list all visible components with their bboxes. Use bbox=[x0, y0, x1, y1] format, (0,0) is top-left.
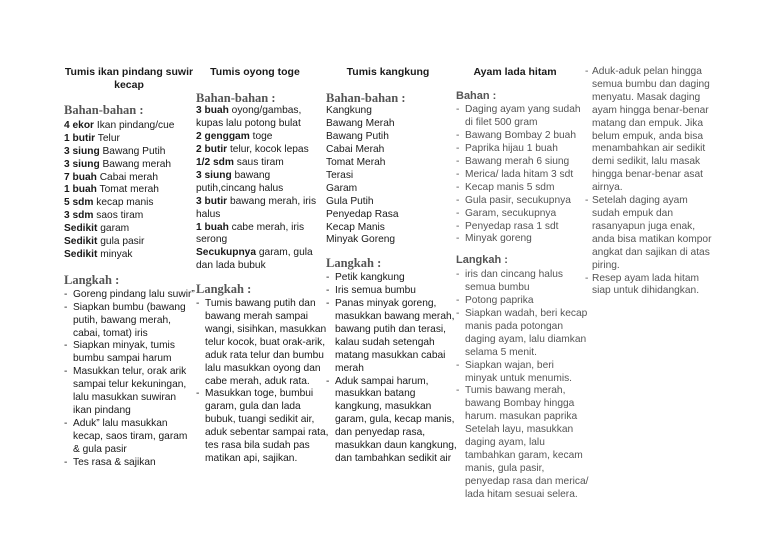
step-line: matang dan empuk. Jika bbox=[592, 117, 703, 129]
ingredient-name: Ikan pindang/cue bbox=[96, 119, 175, 131]
step-item bbox=[585, 273, 703, 299]
step-line: menambahkan air sedikit bbox=[592, 143, 706, 155]
step-item bbox=[326, 285, 450, 298]
step-line: - Aduk sampai harum, bbox=[335, 375, 429, 387]
recipe-column-ayam-lada-hitam bbox=[456, 66, 589, 502]
ingredient-row: Bawang Putih bbox=[326, 131, 389, 143]
step-item bbox=[64, 340, 194, 366]
ingredient-row bbox=[64, 146, 194, 159]
ingredient-qty: 1 buah bbox=[196, 221, 229, 233]
step-line: sudah empuk dan bbox=[592, 207, 673, 219]
step-line: manis pada potongan bbox=[465, 320, 563, 332]
ingredient-qty: Sedikit bbox=[64, 236, 98, 248]
step-item bbox=[326, 375, 457, 466]
step-line: semua bumbu bbox=[465, 282, 530, 294]
step-line: airnya. bbox=[592, 182, 623, 194]
step-line: demi sedikit, lalu masak bbox=[592, 156, 701, 168]
ingredient-item bbox=[456, 195, 574, 208]
ingredient-text: bawang bbox=[231, 169, 271, 181]
recipe-column-tumis-oyong-toge bbox=[196, 66, 329, 466]
ingredient-line: - Bawang Bombay 2 buah bbox=[465, 130, 577, 142]
steps-heading: Langkah : bbox=[196, 282, 252, 297]
steps-list bbox=[64, 289, 194, 470]
ingredient-row: Gula Putih bbox=[326, 195, 374, 207]
ingredient-qty: 3 buah bbox=[196, 105, 229, 117]
step-item bbox=[456, 385, 589, 501]
ingredient-row bbox=[64, 249, 194, 262]
step-item bbox=[585, 66, 710, 195]
ingredient-line: - Paprika hijau 1 buah bbox=[465, 143, 558, 155]
ingredient-row bbox=[196, 222, 314, 235]
ingredient-qty: 2 butir bbox=[196, 144, 228, 156]
ingredient-item bbox=[456, 156, 574, 169]
ingredient-name: Tomat merah bbox=[99, 184, 159, 196]
step-item bbox=[64, 366, 194, 418]
step-line: piring. bbox=[592, 259, 620, 271]
ingredient-item bbox=[456, 182, 574, 195]
ingredient-name: saos tiram bbox=[96, 210, 144, 222]
step-item bbox=[456, 308, 588, 360]
step-line: cabe merah, aduk rata. bbox=[205, 375, 310, 387]
step-line: merah bbox=[335, 362, 364, 374]
ingredient-row: Kecap Manis bbox=[326, 221, 385, 233]
step-line: Setelah layu, masukkan bbox=[465, 424, 574, 436]
step-item bbox=[64, 289, 194, 302]
recipe-title: Tumis oyong toge bbox=[210, 66, 300, 78]
ingredient-row bbox=[196, 247, 314, 260]
step-line: - iris dan cincang halus bbox=[465, 269, 563, 281]
step-line: - Aduk-aduk pelan hingga bbox=[592, 66, 702, 77]
ingredient-row bbox=[196, 234, 314, 247]
ingredient-qty: 2 genggam bbox=[196, 131, 250, 143]
steps-list bbox=[196, 298, 329, 466]
step-line: angkat dan sajikan di atas bbox=[592, 246, 710, 258]
step-line: - Potong paprika bbox=[465, 295, 534, 307]
ingredient-row bbox=[196, 183, 314, 196]
ingredient-name: Cabai merah bbox=[99, 171, 159, 183]
steps-list bbox=[585, 66, 712, 298]
steps-list bbox=[326, 272, 457, 466]
ingredient-name: Bawang Putih bbox=[102, 145, 166, 157]
ingredient-text: dan lada bubuk bbox=[196, 260, 266, 272]
step-line: - Tumis bawang merah, bbox=[465, 385, 566, 397]
ingredient-qty: 5 sdm bbox=[64, 197, 94, 209]
step-item bbox=[456, 269, 574, 295]
step-line: penyedap rasa dan merica/ bbox=[465, 475, 589, 487]
step-line: harum. masukan paprika bbox=[465, 411, 578, 423]
step-item bbox=[196, 298, 327, 388]
step-line: tambahkan garam, kecam bbox=[465, 449, 583, 461]
ingredient-row bbox=[196, 157, 314, 170]
step-line: hingga benar-benar asat bbox=[592, 169, 704, 181]
ingredient-text: toge bbox=[249, 131, 273, 143]
ingredient-line: di filet 500 gram bbox=[465, 117, 538, 129]
step-line: - Masukkan toge, bumbui bbox=[205, 388, 314, 400]
ingredient-row bbox=[196, 131, 314, 144]
ingredients-list bbox=[456, 104, 581, 246]
ingredients-heading: Bahan-bahan : bbox=[64, 103, 144, 117]
ingredient-text: oyong/gambas, bbox=[228, 105, 302, 117]
step-line: bubuk, tuangi sedikit air, bbox=[205, 414, 315, 426]
ingredient-text: garam, gula bbox=[256, 247, 313, 259]
ingredient-row bbox=[64, 133, 194, 146]
ingredient-row bbox=[196, 105, 314, 118]
step-line: tes rasa bila sudah pas bbox=[205, 440, 310, 452]
step-line: daging ayam, lalu bbox=[465, 437, 545, 449]
step-line: aduk sebentar sampai rata, bbox=[205, 427, 329, 439]
step-line: & gula pasir bbox=[73, 443, 127, 455]
steps-heading: Langkah : bbox=[456, 254, 508, 267]
step-line: matikan api, sajikan. bbox=[205, 452, 298, 464]
ingredient-row bbox=[64, 172, 194, 185]
step-line: kecap, saos tiram, garam bbox=[73, 430, 188, 442]
ingredient-row: Penyedap Rasa bbox=[326, 208, 399, 220]
step-line: - Masukkan telur, orak arik bbox=[73, 366, 187, 378]
step-line: ayam hingga benar-benar bbox=[592, 104, 709, 116]
step-item bbox=[64, 418, 194, 457]
step-item bbox=[326, 298, 455, 375]
recipe-column-ayam-lada-hitam-continued bbox=[585, 66, 712, 298]
ingredient-name: Telur bbox=[97, 132, 120, 144]
recipe-title: Tumis ikan pindang suwir kecap bbox=[64, 66, 194, 91]
ingredient-qty: 1 buah bbox=[64, 184, 97, 196]
step-line: manis, gula pasir, bbox=[465, 462, 545, 474]
ingredient-qty: 3 butir bbox=[196, 195, 228, 207]
ingredient-item bbox=[456, 104, 581, 130]
ingredient-row bbox=[196, 260, 314, 273]
step-line: - Iris semua bumbu bbox=[335, 285, 416, 297]
step-line: garam, gula, kecap manis, bbox=[335, 414, 455, 426]
ingredient-row bbox=[196, 144, 314, 157]
ingredient-qty: Sedikit bbox=[64, 223, 98, 235]
ingredient-row bbox=[64, 184, 194, 197]
ingredient-row: Minyak Goreng bbox=[326, 234, 396, 246]
step-line: - Tes rasa & sajikan bbox=[73, 456, 156, 468]
ingredient-text: kupas lalu potong bulat bbox=[196, 118, 301, 130]
ingredient-qty: 3 siung bbox=[196, 169, 232, 181]
step-line: - Siapkan wadah, beri kecap bbox=[465, 308, 588, 319]
step-line: kangkung, masukkan bbox=[335, 401, 432, 413]
ingredient-row bbox=[64, 159, 194, 172]
steps-heading: Langkah : bbox=[326, 256, 382, 271]
ingredient-name: Bawang merah bbox=[102, 158, 172, 170]
ingredient-text: serong bbox=[196, 234, 228, 246]
step-line: bawang putih dan terasi, bbox=[335, 323, 447, 335]
step-line: masukkan bawang merah, bbox=[335, 311, 455, 322]
step-line: bumbu sampai harum bbox=[73, 353, 172, 365]
ingredient-row: Terasi bbox=[326, 169, 354, 181]
ingredient-line: - Penyedap rasa 1 sdt bbox=[465, 220, 559, 232]
ingredient-row: Cabai Merah bbox=[326, 144, 385, 156]
step-line: rasanyapun juga enak, bbox=[592, 220, 696, 232]
ingredient-line: - Bawang merah 6 siung bbox=[465, 156, 570, 168]
ingredient-text: telur, kocok lepas bbox=[227, 144, 309, 156]
steps-heading: Langkah : bbox=[64, 272, 120, 287]
ingredient-row bbox=[196, 195, 317, 209]
ingredient-text: bawang merah, iris bbox=[227, 195, 317, 207]
step-line: masukkan batang bbox=[335, 388, 416, 400]
ingredient-qty: 3 siung bbox=[64, 158, 100, 170]
ingredient-item bbox=[456, 233, 574, 246]
step-line: belum empuk, anda bisa bbox=[592, 130, 703, 142]
step-line: lalu masukkan suwiran bbox=[73, 392, 177, 404]
ingredient-name: minyak bbox=[100, 248, 133, 260]
ingredient-name: gula pasir bbox=[100, 236, 145, 248]
ingredient-line: - Kecap manis 5 sdm bbox=[465, 181, 555, 193]
steps-list bbox=[456, 269, 589, 501]
step-line: bawang Bombay hingga bbox=[465, 398, 575, 410]
step-line: siap untuk dihidangkan. bbox=[592, 285, 700, 297]
step-line: bawang merah sampai bbox=[205, 311, 309, 322]
ingredient-qty: 7 buah bbox=[64, 171, 97, 183]
ingredients-heading: Bahan : bbox=[456, 89, 497, 102]
ingredient-qty: 1 butir bbox=[64, 132, 96, 144]
step-item bbox=[326, 272, 450, 285]
ingredient-row: Bawang Merah bbox=[326, 118, 395, 130]
step-line: minyak untuk menumis. bbox=[465, 372, 573, 384]
step-item bbox=[64, 457, 194, 470]
step-line: lalu masukkan oyong dan bbox=[205, 362, 321, 374]
ingredient-qty: 4 ekor bbox=[64, 119, 95, 131]
ingredient-qty: 1/2 sdm bbox=[196, 157, 234, 169]
recipe-column-tumis-ikan-pindang bbox=[64, 66, 194, 469]
step-line: selama 5 menit. bbox=[465, 346, 537, 358]
ingredient-qty: Sedikit bbox=[64, 248, 98, 260]
step-line: - Siapkan wajan, beri bbox=[465, 359, 554, 371]
ingredient-item bbox=[456, 130, 577, 143]
ingredients-heading: Bahan-bahan : bbox=[196, 90, 276, 105]
step-line: dan penyedap rasa, bbox=[335, 427, 426, 439]
step-line: - Siapkan minyak, tumis bbox=[73, 340, 175, 352]
step-item bbox=[196, 388, 329, 465]
ingredient-row bbox=[64, 223, 194, 236]
ingredient-item bbox=[456, 221, 574, 234]
step-line: menyatu. Masak daging bbox=[592, 91, 701, 103]
step-line: sampai telur kekuningan, bbox=[73, 379, 187, 391]
step-item bbox=[456, 295, 574, 308]
ingredient-qty: 3 siung bbox=[64, 145, 100, 157]
step-line: ikan pindang bbox=[73, 404, 131, 416]
ingredient-item bbox=[456, 208, 574, 221]
step-item bbox=[64, 302, 194, 341]
ingredient-row bbox=[196, 209, 314, 222]
step-line: putih, bawang merah, bbox=[73, 314, 171, 326]
ingredient-line: - Merica/ lada hitam 3 sdt bbox=[465, 168, 574, 180]
ingredient-text: putih,cincang halus bbox=[196, 182, 284, 194]
ingredient-item bbox=[456, 169, 574, 182]
ingredient-qty: 3 sdm bbox=[64, 210, 94, 222]
recipe-column-tumis-kangkung bbox=[326, 66, 457, 466]
step-line: matang masukkan cabai bbox=[335, 349, 446, 361]
ingredient-line: - Daging ayam yang sudah bbox=[465, 104, 581, 116]
step-line: - Resep ayam lada hitam bbox=[592, 272, 700, 284]
ingredient-row: Kangkung bbox=[326, 105, 372, 117]
recipe-title: Ayam lada hitam bbox=[473, 66, 557, 78]
ingredient-line: - Garam, secukupnya bbox=[465, 207, 557, 219]
ingredients-heading: Bahan-bahan : bbox=[326, 90, 406, 105]
ingredient-row: Tomat Merah bbox=[326, 157, 386, 169]
ingredient-row bbox=[64, 210, 194, 223]
step-line: dan tambahkan sedikit air bbox=[335, 452, 452, 464]
step-line: - Siapkan bumbu (bawang bbox=[73, 301, 186, 313]
step-item bbox=[585, 195, 712, 272]
ingredient-row: Garam bbox=[326, 182, 358, 194]
ingredient-name: kecap manis bbox=[96, 197, 154, 209]
step-line: kalau sudah setengah bbox=[335, 336, 435, 348]
ingredient-row bbox=[196, 118, 314, 131]
step-line: - Setelah daging ayam bbox=[592, 195, 688, 207]
ingredient-row bbox=[64, 197, 194, 210]
step-line: anda bisa matikan kompor bbox=[592, 233, 712, 245]
step-line: - Panas minyak goreng, bbox=[335, 298, 437, 310]
step-line: lada hitam sesuai selera. bbox=[465, 488, 578, 500]
ingredient-item bbox=[456, 143, 574, 156]
step-line: - Petik kangkung bbox=[335, 272, 405, 284]
ingredient-line: - Gula pasir, secukupnya bbox=[465, 194, 571, 206]
step-line: aduk rata telur dan bumbu bbox=[205, 349, 324, 361]
ingredient-name: garam bbox=[100, 223, 130, 235]
step-line: - Goreng pindang lalu suwir” bbox=[73, 288, 195, 300]
step-item bbox=[456, 360, 574, 386]
ingredient-row bbox=[196, 170, 314, 183]
step-line: wangi, sisihkan, masukkan bbox=[205, 323, 327, 335]
step-line: - Tumis bawang putih dan bbox=[205, 298, 316, 310]
step-line: masukkan daun kangkung, bbox=[335, 440, 457, 452]
step-line: - Aduk” lalu masukkan bbox=[73, 417, 168, 429]
ingredient-qty: Secukupnya bbox=[196, 247, 257, 259]
step-line: telur kocok, buat orak-arik, bbox=[205, 336, 326, 348]
recipe-title: Tumis kangkung bbox=[346, 66, 430, 78]
ingredient-text: saus tiram bbox=[233, 157, 284, 169]
step-line: cabai, tomat) iris bbox=[73, 327, 148, 339]
step-line: semua bumbu dan daging bbox=[592, 78, 710, 90]
ingredient-row bbox=[64, 120, 194, 133]
step-line: daging ayam, lalu diamkan bbox=[465, 333, 587, 345]
ingredient-line: - Minyak goreng bbox=[465, 233, 532, 245]
ingredient-row bbox=[64, 236, 194, 249]
step-line: garam, gula dan lada bbox=[205, 401, 301, 413]
ingredient-text: cabe merah, iris bbox=[228, 221, 305, 233]
ingredient-text: halus bbox=[196, 208, 221, 220]
